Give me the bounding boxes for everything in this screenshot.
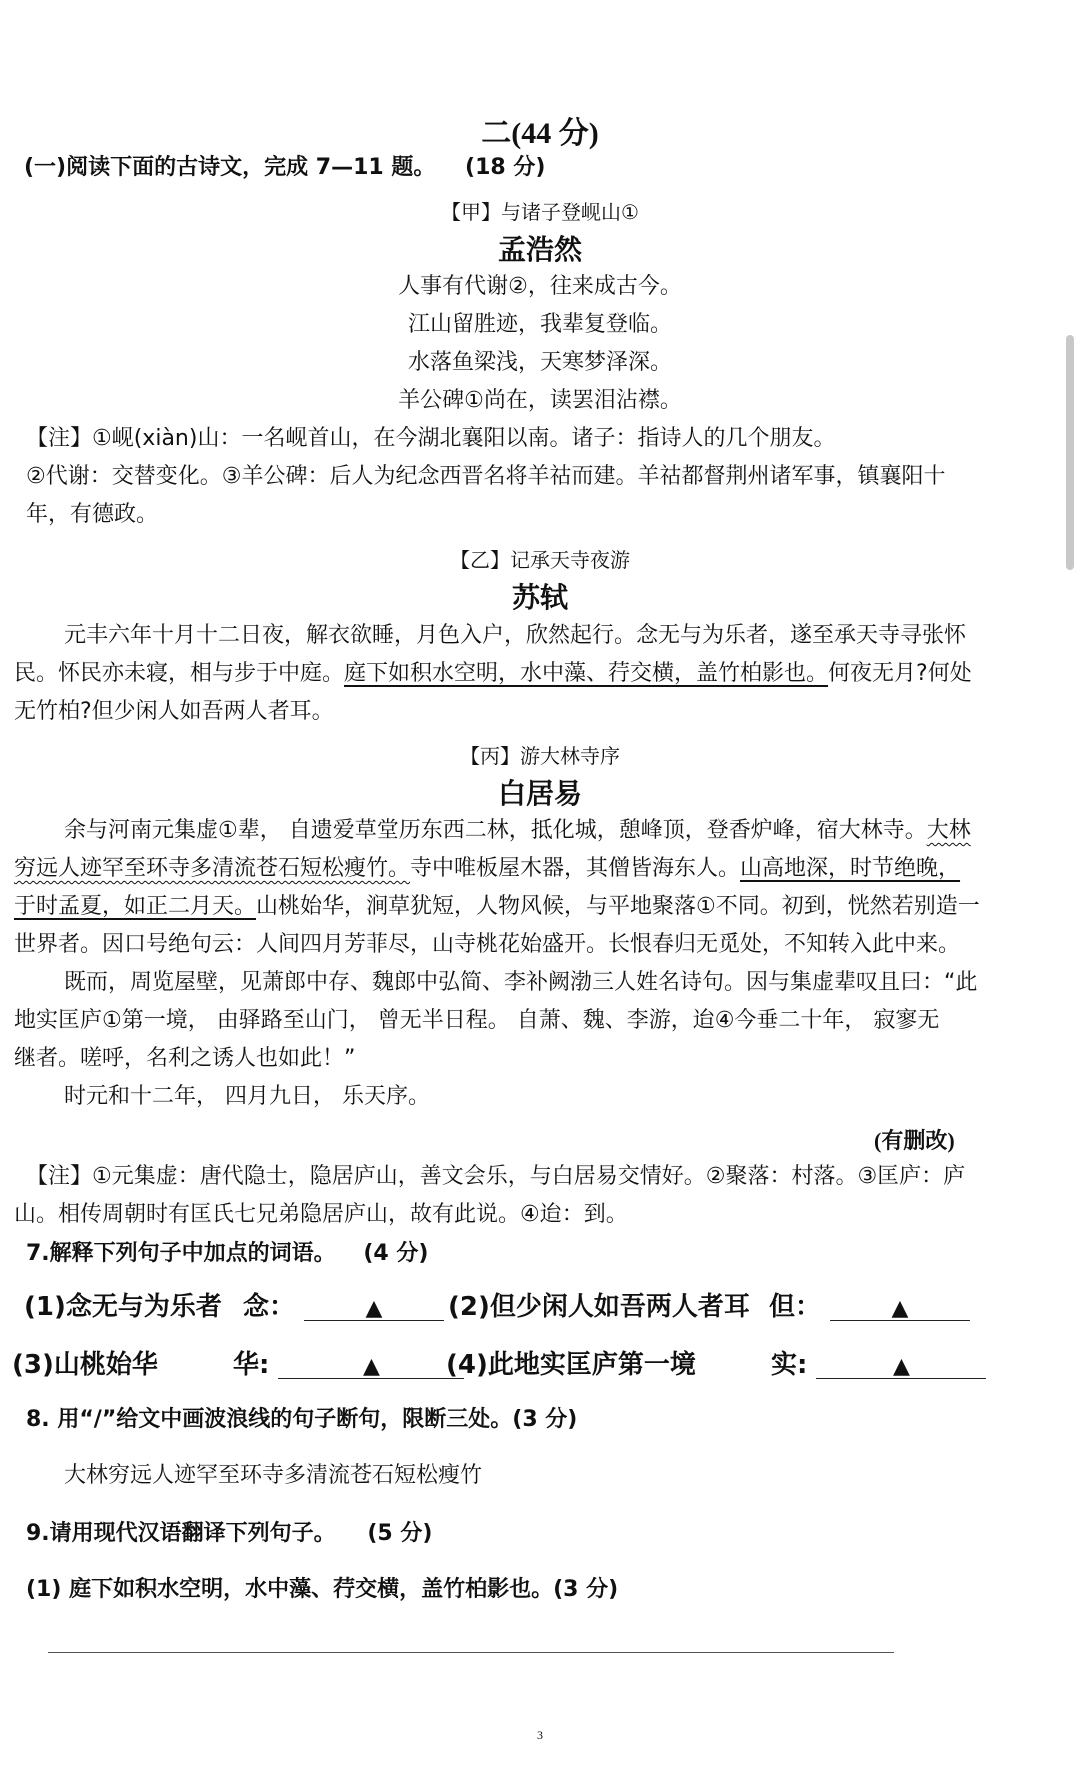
prose-bing-author: 白居易 [497, 777, 582, 810]
q7-answer-blank-4[interactable] [816, 1354, 986, 1379]
page-number: 3 [537, 1728, 543, 1742]
poem-line-1: 人事有代谢②，往来成古今。 [398, 274, 682, 299]
q7-title-text: 7.解释下列句子中加点的词语。 [26, 1241, 336, 1266]
q9-title-text: 9.请用现代汉语翻译下列句子。 [26, 1521, 336, 1546]
q7-item-2-num: (2) [448, 1292, 490, 1322]
q7-item-2-text: 但少闲人如吾两人者耳 [489, 1292, 750, 1322]
source-note: (有删改) [874, 1128, 955, 1153]
poem-note-2: ②代谢：交替变化。③羊公碑：后人为纪念西晋名将羊祜而建。羊祜都督荆州诸军事，镇襄阳十 [26, 464, 946, 489]
prose-bing-underlined-2: 于时孟夏，如正二月天。 [14, 894, 257, 919]
prose-bing-line-4: 世界者。因口号绝句云：人间四月芳菲尽，山寺桃花始盛开。长恨春归无觅处，不知转入此中来。 [14, 932, 961, 957]
prose-bing-note-1: 【注】①元集虚：唐代隐士，隐居庐山，善文会乐，与白居易交情好。②聚落：村落。③匡庐：庐 [26, 1164, 966, 1189]
prose-bing-line-8: 时元和十二年， 四月九日， 乐天序。 [64, 1084, 430, 1109]
q7-item-4 [446, 1344, 986, 1381]
answer-line[interactable] [48, 1652, 894, 1653]
q7-answer-blank-1[interactable] [304, 1296, 444, 1321]
section-header: 二(44 分) [481, 117, 599, 150]
poem-line-3: 水落鱼梁浅，天寒梦泽深。 [407, 350, 672, 375]
poem-note-1: 【注】①岘(xiàn)山：一名岘首山，在今湖北襄阳以南。诸子：指诗人的几个朋友。 [26, 426, 836, 451]
triangle-icon: ▲ [891, 1296, 909, 1321]
prose-bing-line-1 [64, 812, 971, 850]
q7-item-3-text: 山桃始华 [53, 1350, 158, 1380]
q7-item-4-word: 实: [770, 1350, 808, 1380]
prose-bing-line-6: 地实匡庐①第一境， 由驿路至山门， 曾无半日程。 自萧、魏、李游，迨④今垂二十年， 寂寥无 [14, 1008, 940, 1033]
prose-yi-underlined: 庭下如积水空明，水中藻、荇交横，盖竹柏影也。 [344, 661, 829, 686]
q8-sentence: 大林穷远人迹罕至环寺多清流苍石短松瘦竹 [64, 1463, 483, 1488]
q7-item-1-text: 念无与为乐者 [65, 1292, 222, 1322]
prose-yi-text-end: 何夜无月?何处 [828, 661, 972, 686]
poem-jia-author: 孟浩然 [497, 233, 582, 266]
prose-yi-line-2 [14, 655, 972, 693]
q7-item-4-num: (4) [446, 1350, 488, 1380]
triangle-icon: ▲ [362, 1354, 380, 1379]
q7-item-3-word: 华: [232, 1350, 270, 1380]
q7-points: (4 分) [363, 1241, 429, 1266]
poem-line-4: 羊公碑①尚在，读罢泪沾襟。 [398, 388, 682, 413]
prose-yi-line-3: 无竹柏?但少闲人如吾两人者耳。 [14, 699, 334, 724]
q7-item-1 [24, 1286, 444, 1323]
q7-title [26, 1236, 428, 1267]
prose-yi-author: 苏轼 [511, 581, 568, 614]
prose-bing-underlined: 山高地深，时节绝晚， [740, 856, 961, 881]
q7-answer-blank-2[interactable] [830, 1296, 970, 1321]
poem-note-3: 年，有德政。 [26, 502, 159, 527]
q9-title [26, 1516, 432, 1547]
prose-bing-wavy-2: 穷远人迹罕至环寺多清流苍石短松瘦竹。 [14, 856, 411, 881]
prose-yi-text: 民。怀民亦未寝，相与步于中庭。 [14, 661, 345, 686]
prose-bing-wavy: 大林 [926, 818, 971, 843]
poem-jia-label: 【甲】与诸子登岘山① [441, 200, 639, 224]
q7-item-2 [448, 1286, 970, 1323]
prose-bing-line-7: 继者。嗟呼，名利之诱人也如此！” [14, 1046, 356, 1071]
prose-bing-text: 余与河南元集虚①辈， 自遗爱草堂历东西二林，抵化城，憩峰顶，登香炉峰，宿大林寺。 [64, 818, 927, 843]
triangle-icon: ▲ [892, 1354, 910, 1379]
part-title [24, 150, 545, 181]
q7-answer-blank-3[interactable] [278, 1354, 464, 1379]
prose-bing-note-2: 山。相传周朝时有匡氏七兄弟隐居庐山，故有此说。④迨：到。 [14, 1202, 628, 1227]
prose-bing-text-2: 寺中唯板屋木器，其僧皆海东人。 [410, 856, 741, 881]
prose-bing-text-3: 山桃始华，涧草犹短，人物风候，与平地聚落①不同。初到，恍然若别造一 [256, 894, 980, 919]
prose-bing-line-5: 既而，周览屋壁，见萧郎中存、魏郎中弘简、李补阙渤三人姓名诗句。因与集虚辈叹且曰：“此 [64, 970, 978, 995]
prose-yi-line-1: 元丰六年十月十二日夜，解衣欲睡，月色入户，欣然起行。念无与为乐者，遂至承天寺寻张怀 [64, 623, 967, 648]
part-points: (18 分) [465, 155, 546, 180]
vertical-scrollbar[interactable] [1066, 335, 1074, 570]
prose-yi-label: 【乙】记承天寺夜游 [450, 548, 630, 572]
part-title-text: (一)阅读下面的古诗文，完成 7—11 题。 [24, 155, 436, 180]
q7-item-1-word: 念： [242, 1292, 295, 1322]
q7-item-4-text: 此地实匡庐第一境 [487, 1350, 696, 1380]
q7-item-1-num: (1) [24, 1292, 66, 1322]
poem-line-2: 江山留胜迹，我辈复登临。 [407, 312, 672, 337]
q7-item-3-num: (3) [12, 1350, 54, 1380]
prose-bing-line-3 [14, 888, 980, 926]
q7-item-2-word: 但： [768, 1292, 821, 1322]
q8-title: 8. 用“/”给文中画波浪线的句子断句，限断三处。(3 分) [26, 1407, 578, 1432]
q7-item-3 [12, 1344, 464, 1381]
q9-points: (5 分) [367, 1521, 433, 1546]
prose-bing-label: 【丙】游大林寺序 [460, 744, 620, 768]
q9-item-1: (1) 庭下如积水空明，水中藻、荇交横，盖竹柏影也。(3 分) [26, 1577, 619, 1602]
triangle-icon: ▲ [365, 1296, 383, 1321]
prose-bing-line-2 [14, 850, 960, 888]
